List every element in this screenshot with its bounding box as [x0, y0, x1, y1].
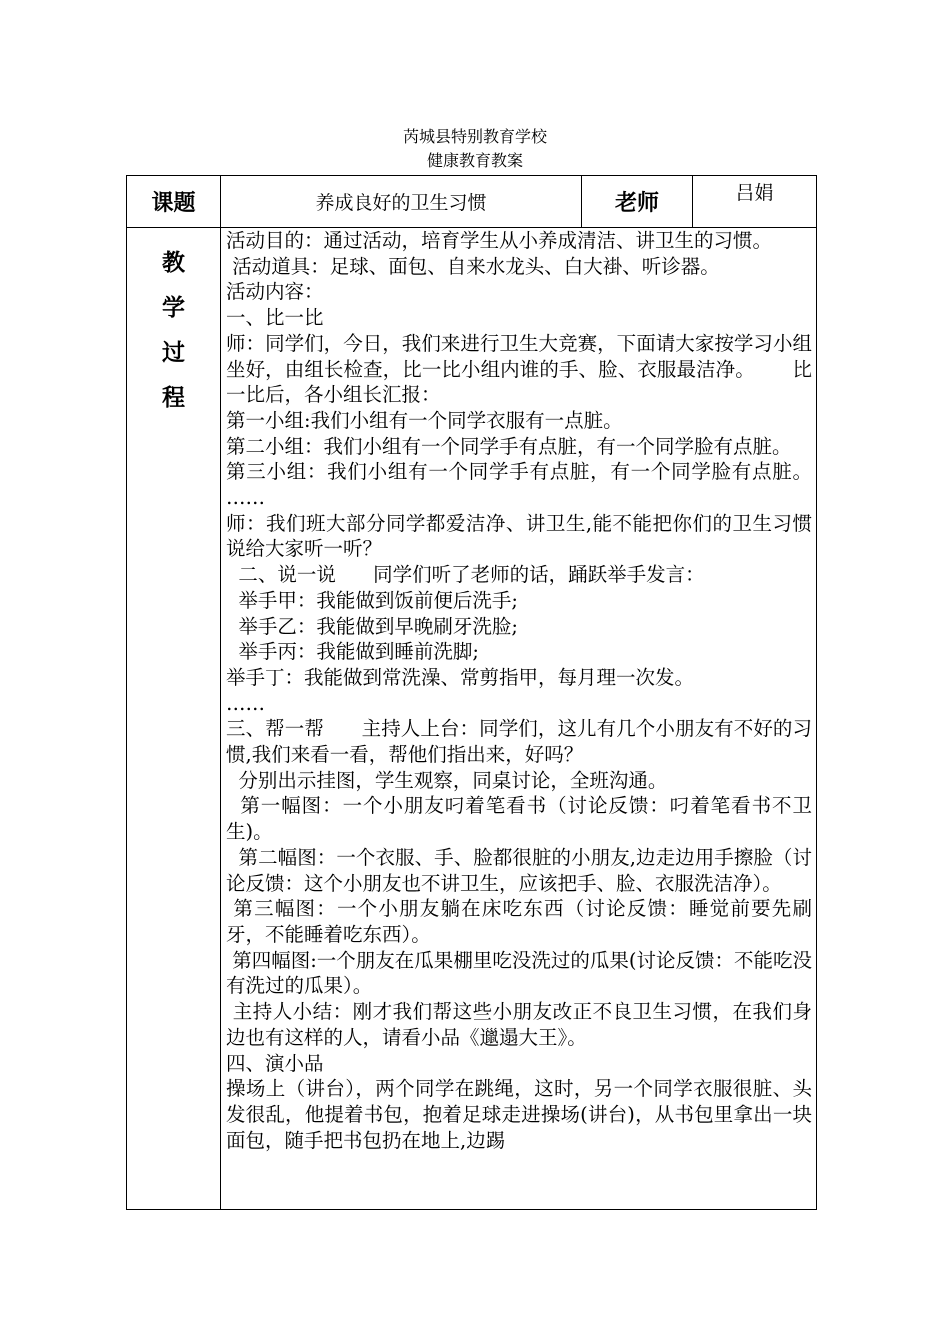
topic-label: 课题	[127, 176, 221, 228]
content-paragraph: 一、比一比	[226, 306, 324, 330]
content-paragraph: 举手乙：我能做到早晚刷牙洗脸;	[226, 614, 518, 638]
plan-type: 健康教育教案	[426, 151, 523, 170]
content-paragraph: 三、帮一帮 主持人上台：同学们，这儿有几个小朋友有不好的习惯,我们来看一看，帮他们指出来，好吗？	[226, 717, 812, 767]
content-paragraph: 第一幅图：一个小朋友叼着笔看书（讨论反馈：叼着笔看书不卫生)。	[226, 794, 812, 844]
process-label-char: 程	[162, 384, 185, 411]
process-label	[127, 228, 221, 1210]
content-paragraph: 第二幅图：一个衣服、手、脸都很脏的小朋友,边走边用手擦脸（讨论反馈：这个小朋友也不讲卫生，应该把手、脸、衣服洗洁净）。	[226, 845, 812, 895]
content-paragraph: 第四幅图:一个朋友在瓜果棚里吃没洗过的瓜果(讨论反馈：不能吃没有洗过的瓜果）。	[226, 948, 812, 998]
content-paragraph: 第三幅图：一个小朋友躺在床吃东西（讨论反馈：睡觉前要先刷牙，不能睡着吃东西）。	[226, 897, 812, 946]
content-paragraph: ……	[226, 691, 265, 715]
content-paragraph: 四、演小品	[226, 1051, 324, 1075]
lesson-content	[221, 228, 817, 1210]
content-paragraph: 活动目的：通过活动，培育学生从小养成清洁、讲卫生的习惯。	[226, 229, 773, 252]
content-paragraph: 师：我们班大部分同学都爱洁净、讲卫生,能不能把你们的卫生习惯说给大家听一听？	[226, 511, 812, 561]
content-paragraph: 操场上（讲台），两个同学在跳绳，这时，另一个同学衣服很脏、头发很乱，他提着书包，抱着足球走进操场(讲台)，从书包里拿出一块面包，随手把书包扔在地上,边踢	[226, 1077, 812, 1152]
school-name: 芮城县特别教育学校	[402, 127, 547, 146]
content-paragraph: 二、说一说 同学们听了老师的话，踊跃举手发言：	[226, 563, 705, 587]
process-label-char: 过	[162, 339, 185, 366]
content-paragraph: 举手丙：我能做到睡前洗脚;	[226, 640, 479, 664]
lesson-plan-table	[126, 175, 817, 1210]
table-header-row	[127, 176, 817, 228]
process-label-char: 教	[162, 249, 185, 276]
content-paragraph: 举手甲：我能做到饭前便后洗手;	[226, 588, 518, 612]
content-paragraph: 主持人小结：刚才我们帮这些小朋友改正不良卫生习惯，在我们身边也有这样的人，请看小品《邋遢大王》。	[226, 1000, 812, 1049]
content-paragraph: 举手丁：我能做到常洗澡、常剪指甲，每月理一次发。	[226, 665, 695, 689]
content-paragraph: 第一小组:我们小组有一个同学衣服有一点脏。	[226, 408, 623, 432]
content-paragraph: 活动道具：足球、面包、自来水龙头、白大褂、听诊器。	[226, 254, 720, 278]
content-paragraph: 师：同学们，今日，我们来进行卫生大竞赛，下面请大家按学习小组坐好，由组长检查，比一比小组内谁的手、脸、衣服最洁净。 比一比后，各小组长汇报：	[226, 331, 812, 407]
content-paragraph: 分别出示挂图，学生观察，同桌讨论，全班沟通。	[226, 768, 668, 792]
content-paragraph: 活动内容：	[226, 280, 324, 304]
content-paragraph: 第三小组：我们小组有一个同学手有点脏，有一个同学脸有点脏。 ……	[226, 460, 819, 510]
table-body-row	[127, 228, 817, 1210]
content-paragraph: 第二小组：我们小组有一个同学手有点脏，有一个同学脸有点脏。	[226, 434, 792, 458]
teacher-label: 老师	[582, 176, 693, 228]
topic-value: 养成良好的卫生习惯	[221, 176, 582, 228]
teacher-value: 吕娟	[693, 176, 817, 228]
process-label-char: 学	[162, 294, 185, 321]
